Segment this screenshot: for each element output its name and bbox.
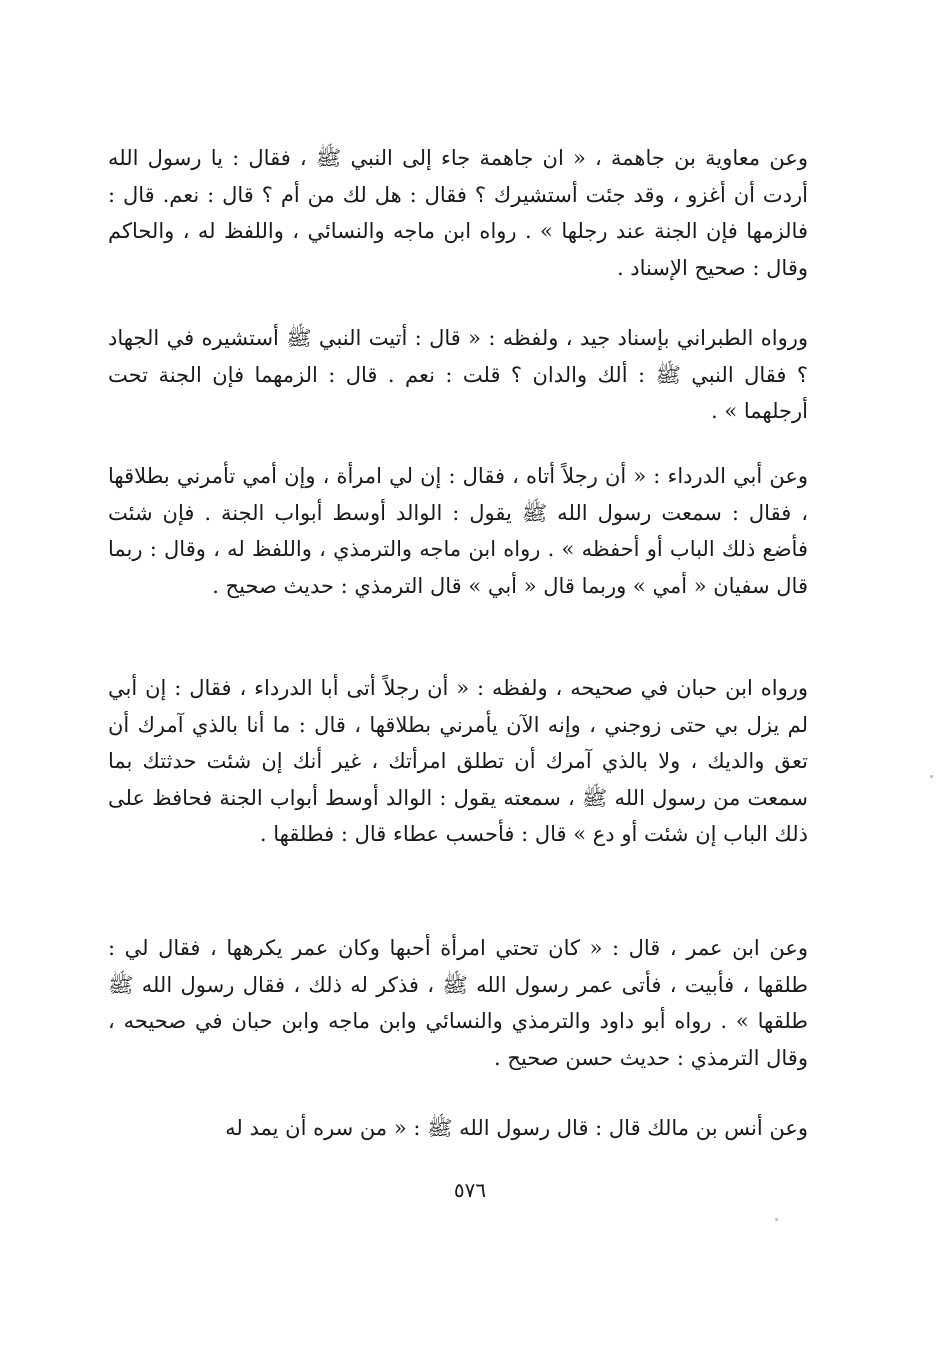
- paragraph-muawiya-hadith: وعن معاوية بن جاهمة ، « ان جاهمة جاء إلى النبي ﷺ ، فقال : يا رسول الله أردت أن أغزو ، وقد جئت أستشيرك ؟ فقال : هل لك من أم ؟ قال : نعم. قال : فالزمها فإن الجنة عند رجلها » . رواه ابن ماجه والنسائي ، واللفظ له ، والحاكم وقال : صحيح الإسناد .: [108, 146, 808, 280]
- paragraph-anas-hadith: وعن أنس بن مالك قال : قال رسول الله ﷺ : « من سره أن يمد له: [225, 1116, 808, 1140]
- paragraph-ibn-umar-hadith: وعن ابن عمر ، قال : « كان تحتي امرأة أحبها وكان عمر يكرهها ، فقال لي : طلقها ، فأبيت ، فأتى عمر رسول الله ﷺ ، فذكر له ذلك ، فقال رسول الله ﷺ طلقها » . رواه أبو داود والترمذي والنسائي وابن ماجه وابن حبان في صحيحه ، وقال الترمذي : حديث حسن صحيح .: [108, 936, 808, 1070]
- paragraph-abu-darda-hadith: وعن أبي الدرداء : « أن رجلاً أتاه ، فقال : إن لي امرأة ، وإن أمي تأمرني بطلاقها ، فقال : سمعت رسول الله ﷺ يقول : الوالد أوسط أبواب الجنة . فإن شئت فأضع ذلك الباب أو أحفظه » . رواه ابن ماجه والترمذي ، واللفظ له ، وقال : ربما قال سفيان « أمي » وربما قال « أبي » قال الترمذي : حديث صحيح .: [108, 464, 808, 598]
- scan-speck: [930, 775, 933, 778]
- paragraph-ibn-hibban-narration: ورواه ابن حبان في صحيحه ، ولفظه : « أن رجلاً أتى أبا الدرداء ، فقال : إن أبي لم يزل بي حتى زوجني ، وإنه الآن يأمرني بطلاقها ، قال : ما أنا بالذي آمرك أن تعق والديك ، ولا بالذي آمرك أن تطلق امرأتك ، غير أنك إن شئت حدثتك بما سمعت من رسول الله ﷺ ، سمعته يقول : الوالد أوسط أبواب الجنة فحافظ على ذلك الباب إن شئت أو دع » قال : فأحسب عطاء قال : فطلقها .: [108, 676, 808, 846]
- scan-speck: [775, 1218, 778, 1221]
- page-number: ٥٧٦: [453, 1178, 487, 1202]
- paragraph-tabarani-narration: ورواه الطبراني بإسناد جيد ، ولفظه : « قال : أتيت النبي ﷺ أستشيره في الجهاد ؟ فقال النبي ﷺ : ألك والدان ؟ قلت : نعم . قال : الزمهما فإن الجنة تحت أرجلهما » .: [108, 326, 808, 423]
